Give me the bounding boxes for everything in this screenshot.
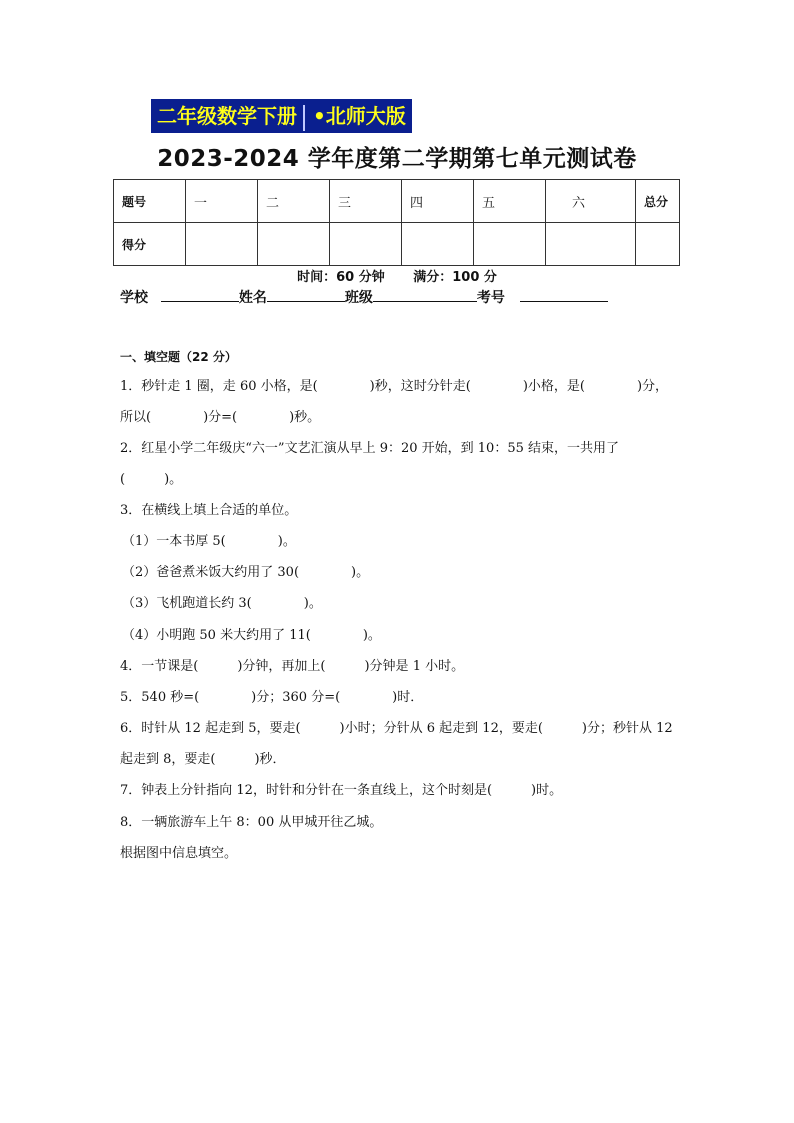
score-input-cell[interactable] <box>474 223 546 266</box>
score-table-score-row <box>114 223 680 266</box>
score-header-cell: 三 <box>330 180 402 223</box>
exam-full-score: 满分：100 分 <box>413 270 497 285</box>
question-line: （4）小明跑 50 米大约用了 11( )。 <box>122 628 381 643</box>
question-line: 6．时针从 12 起走到 5，要走( )小时；分针从 6 起走到 12，要走( )分；秒针从 12 <box>120 721 673 736</box>
score-input-cell[interactable] <box>186 223 258 266</box>
class-field[interactable] <box>373 287 477 302</box>
edition-badge <box>151 99 412 133</box>
question-line: 1．秒针走 1 圈，走 60 小格，是( )秒，这时分针走( )小格，是( )分， <box>120 379 669 394</box>
score-header-cell: 一 <box>186 180 258 223</box>
badge-divider <box>303 105 305 131</box>
exam-time-line <box>0 266 794 285</box>
number-field[interactable] <box>520 287 608 302</box>
question-line: （1）一本书厚 5( )。 <box>122 534 296 549</box>
question-line: 所以( )分=( )秒。 <box>120 410 321 425</box>
question-line: ( )。 <box>120 472 183 487</box>
class-label: 班级 <box>344 290 373 306</box>
score-header-cell: 四 <box>402 180 474 223</box>
score-table-header-row <box>114 180 680 223</box>
question-line: 7．钟表上分针指向 12，时针和分针在一条直线上，这个时刻是( )时。 <box>120 783 563 798</box>
question-line: （2）爸爸煮米饭大约用了 30( )。 <box>122 565 370 580</box>
name-field[interactable] <box>267 287 345 302</box>
question-line: 3．在横线上填上合适的单位。 <box>120 503 298 518</box>
number-label: 考号 <box>476 290 505 306</box>
score-header-cell: 六 <box>546 180 636 223</box>
badge-grade-text: 二年级数学下册 <box>157 104 297 128</box>
question-line: 5．540 秒=( )分；360 分=( )时． <box>120 690 424 705</box>
name-label: 姓名 <box>238 290 267 306</box>
score-header-cell: 二 <box>258 180 330 223</box>
score-row-label: 得分 <box>114 223 186 266</box>
question-line: 根据图中信息填空。 <box>120 846 238 861</box>
score-input-cell[interactable] <box>636 223 680 266</box>
school-field[interactable] <box>161 287 239 302</box>
question-line: 4．一节课是( )分钟，再加上( )分钟是 1 小时。 <box>120 659 465 674</box>
score-table <box>113 179 680 266</box>
school-label: 学校 <box>120 290 148 306</box>
score-input-cell[interactable] <box>258 223 330 266</box>
badge-publisher-text: •北师大版 <box>313 104 406 128</box>
question-line: 8．一辆旅游车上午 8：00 从甲城开往乙城。 <box>120 815 383 830</box>
question-line: 起走到 8，要走( )秒． <box>120 752 286 767</box>
exam-duration: 时间：60 分钟 <box>297 270 385 285</box>
question-line: （3）飞机跑道长约 3( )。 <box>122 596 322 611</box>
student-info-line <box>120 287 608 307</box>
score-header-cell: 题号 <box>114 180 186 223</box>
page-title: 2023-2024 学年度第二学期第七单元测试卷 <box>157 146 637 172</box>
score-header-cell: 总分 <box>636 180 680 223</box>
question-line: 2．红星小学二年级庆“六一”文艺汇演从早上 9：20 开始，到 10：55 结束，一共用了 <box>120 441 619 456</box>
score-input-cell[interactable] <box>330 223 402 266</box>
score-input-cell[interactable] <box>546 223 636 266</box>
score-header-cell: 五 <box>474 180 546 223</box>
score-input-cell[interactable] <box>402 223 474 266</box>
section-heading: 一、填空题（22 分） <box>120 350 237 364</box>
